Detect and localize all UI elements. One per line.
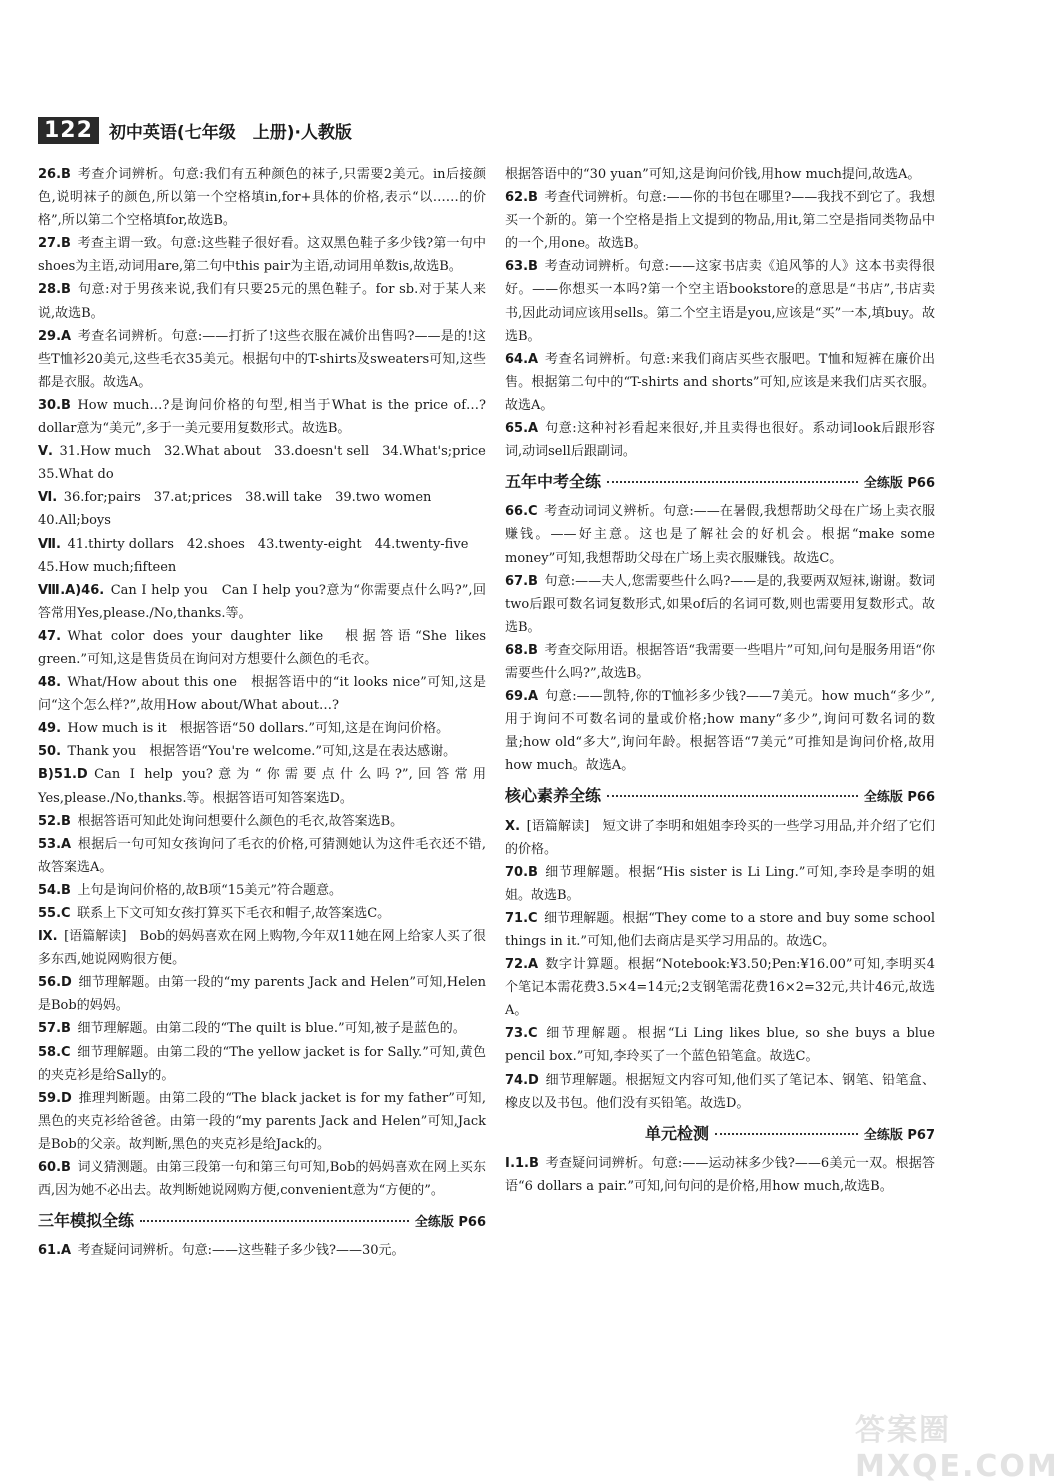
- answer-entry: [505, 861, 935, 907]
- watermark: 答案圈 MXQE.COM: [855, 1413, 1059, 1484]
- answer-entry: [38, 671, 486, 717]
- section-title: 五年中考全练: [505, 472, 602, 492]
- answer-explanation: 36.for;pairs 37.at;prices 38.will take 39.two women: [63, 490, 432, 506]
- answer-key: 49.: [38, 721, 62, 737]
- answer-explanation: Can I help you Can I help you?意为“你需要点什么吗?”,回答常用Yes,please./No,thanks.等。: [38, 582, 487, 621]
- dotted-leader: [715, 1133, 858, 1135]
- answer-explanation: 考查主谓一致。句意:这些鞋子很好看。这双黑色鞋子多少钱?第一句中shoes为主语,动词用are,第二句中this pair为主语,动词用单数is,故选B。: [38, 236, 486, 275]
- answer-explanation: How much is it 根据答语“50 dollars.”可知,这是在询问价格。: [67, 721, 450, 737]
- answer-key: 50.: [38, 744, 62, 760]
- answer-entry: [505, 255, 935, 347]
- answer-explanation: [语篇解读] 短文讲了李明和姐姐李玲买的一些学习用品,并介绍了它们的价格。: [505, 818, 935, 857]
- answer-key: 30.B: [38, 397, 71, 413]
- answer-key: 55.C: [38, 906, 71, 921]
- answer-entry: [38, 925, 486, 971]
- answer-entry: [38, 394, 486, 440]
- answer-entry: [505, 1022, 935, 1068]
- answer-explanation: 考查疑问词辨析。句意:——这些鞋子多少钱?——30元。: [77, 1243, 405, 1259]
- answer-entry: [505, 1069, 935, 1115]
- answer-key: 71.C: [505, 910, 538, 926]
- answer-explanation: What/How about this one 根据答语中的“it looks nice”可知,这是问“这个怎么样?”,故用How about/What about…?: [38, 675, 486, 714]
- section-page-ref: 全练版 P66: [863, 476, 935, 492]
- dotted-leader: [607, 795, 858, 797]
- answer-explanation: 40.All;boys: [38, 513, 111, 529]
- answer-explanation: 考查动词辨析。句意:——这家书店卖《追风筝的人》这本书卖得很好。——你想买一本吗?第一个空主语bookstore的意思是“书店”,书店卖书,因此动词应该用sells。第二个空主语是you,应该是“买”一本,填buy。故选B。: [505, 259, 935, 344]
- answer-key: Ⅷ.A)46.: [38, 582, 105, 598]
- answer-entry: [38, 232, 486, 278]
- answer-explanation: 45.How much;fifteen: [38, 559, 177, 575]
- answer-entry: [38, 1156, 486, 1202]
- answer-key: 53.A: [38, 836, 72, 852]
- answer-entry: [38, 1041, 486, 1087]
- answer-explanation: 句意:——凯特,你的T恤衫多少钱?——7美元。how much“多少”,用于询问不可数名词的量或价格;how many“多少”,询问可数名词的数量;how old“多大”,询问年龄。根据答语“7美元”可推知是询问价格,故用how much。故选A。: [505, 689, 935, 774]
- answer-entry: [38, 278, 486, 324]
- answer-explanation: 考查疑问词辨析。句意:——运动袜多少钱?——6美元一双。根据答语“6 dollars a pair.”可知,问句问的是价格,用how much,故选B。: [505, 1155, 936, 1194]
- answer-key: 70.B: [505, 864, 538, 880]
- answer-key: 26.B: [38, 167, 71, 182]
- answer-entry: [38, 325, 486, 394]
- answer-explanation: 细节理解题。根据“Li Ling likes blue, so she buys a blue pencil box.”可知,李玲买了一个蓝色铅笔盒。故选C。: [505, 1026, 935, 1065]
- answer-key: 57.B: [38, 1021, 71, 1037]
- answer-explanation: 根据答语可知此处询问想要什么颜色的毛衣,故答案选B。: [77, 813, 404, 829]
- answer-entry: [38, 440, 486, 463]
- answer-entry: [505, 186, 935, 255]
- section-title: 单元检测: [645, 1123, 710, 1143]
- answer-entry: [38, 1239, 486, 1262]
- answer-explanation: 句意:对于男孩来说,我们有只要25元的黑色鞋子。for sb.对于某人来说,故选B。: [38, 282, 486, 321]
- answer-explanation: 细节理解题。根据“His sister is Li Ling.”可知,李玲是李明的姐姐。故选B。: [505, 864, 935, 903]
- answer-entry: [505, 639, 935, 685]
- answer-entry: [38, 763, 486, 809]
- answer-key: 59.D: [38, 1090, 72, 1106]
- answer-entry: [38, 971, 486, 1017]
- answer-key: 56.D: [38, 975, 72, 991]
- answer-key: 64.A: [505, 351, 539, 367]
- answer-key: 65.A: [505, 421, 539, 437]
- answer-entry: [38, 1087, 486, 1156]
- book-title: 初中英语(七年级 上册)·人教版: [108, 122, 352, 143]
- answer-explanation: 35.What do: [38, 467, 114, 483]
- answer-explanation: 细节理解题。由第二段的“The yellow jacket is for Sally.”可知,黄色的夹克衫是给Sally的。: [38, 1044, 486, 1083]
- section-header: [505, 1122, 935, 1147]
- answer-key: 74.D: [505, 1072, 539, 1088]
- answer-explanation: 考查名词辨析。句意:——打折了!这些衣服在减价出售吗?——是的!这些T恤衫20美元,这些毛衣35美元。根据句中的T-shirts及sweaters可知,这些都是衣服。故选A。: [38, 328, 486, 390]
- answer-entry: [505, 953, 935, 1022]
- section-title: 三年模拟全练: [38, 1211, 135, 1231]
- answer-explanation: 细节理解题。根据“They come to a store and buy some school things in it.”可知,他们去商店是买学习用品的。故选C。: [505, 910, 935, 949]
- answer-explanation: 根据后一句可知女孩询问了毛衣的价格,可猜测她认为这件毛衣还不错,故答案选A。: [38, 836, 486, 875]
- answer-key: 68.B: [505, 642, 538, 658]
- answer-entry: [505, 163, 935, 186]
- answer-entry: [38, 579, 486, 625]
- answer-key: Ⅴ.: [38, 444, 53, 460]
- dotted-leader: [607, 481, 858, 483]
- answer-entry: [38, 810, 486, 833]
- right-column: [505, 163, 935, 1198]
- answer-key: Ⅵ.: [38, 490, 58, 506]
- answer-key: 27.B: [38, 236, 71, 252]
- answer-explanation: 细节理解题。根据短文内容可知,他们买了笔记本、钢笔、铅笔盒、橡皮以及书包。他们没有买铅笔。故选D。: [505, 1072, 935, 1111]
- dotted-leader: [140, 1220, 409, 1222]
- answer-key: B)51.D: [38, 767, 88, 783]
- answer-explanation: Can I help you?意为“你需要点什么吗?”,回答常用Yes,please./No,thanks.等。根据答语可知答案选D。: [38, 767, 486, 806]
- answer-explanation: 句意:——夫人,您需要些什么吗?——是的,我要两双短袜,谢谢。数词two后跟可数名词复数形式,如果of后的名词可数,则也需要用复数形式。故选B。: [505, 573, 935, 635]
- answer-key: Ⅸ.: [38, 929, 58, 945]
- answer-entry: [505, 1152, 935, 1198]
- answer-entry: [38, 556, 486, 579]
- answer-explanation: 考查交际用语。根据答语“我需要一些唱片”可知,问句是服务用语“你需要些什么吗?”,故选B。: [505, 642, 935, 681]
- page-number: 122: [38, 117, 99, 144]
- answer-entry: [38, 1017, 486, 1040]
- answer-explanation: 联系上下文可知女孩打算买下毛衣和帽子,故答案选C。: [77, 906, 391, 921]
- answer-key: 52.B: [38, 813, 71, 829]
- answer-explanation: [语篇解读] Bob的妈妈喜欢在网上购物,今年双11她在网上给家人买了很多东西,她说网购很方便。: [38, 929, 486, 968]
- answer-entry: [505, 685, 935, 777]
- answer-key: 28.B: [38, 282, 71, 298]
- answer-explanation: 根据答语中的“30 yuan”可知,这是询问价钱,用how much提问,故选A。: [505, 167, 921, 182]
- section-page-ref: 全练版 P66: [414, 1215, 486, 1231]
- answer-entry: [38, 833, 486, 879]
- answer-key: 67.B: [505, 573, 538, 589]
- answer-explanation: 细节理解题。由第二段的“The quilt is blue.”可知,被子是蓝色的。: [77, 1021, 466, 1037]
- answer-explanation: 上句是询问价格的,故B项“15美元”符合题意。: [77, 882, 342, 898]
- answer-explanation: How much…?是询问价格的句型,相当于What is the price of…?dollar意为“美元”,多于一美元要用复数形式。故选B。: [38, 397, 486, 437]
- answer-key: Ⅶ.: [38, 536, 61, 552]
- answer-explanation: 31.How much 32.What about 33.doesn't sell 34.What's;price: [59, 444, 486, 460]
- answer-entry: [38, 740, 486, 763]
- answer-entry: [38, 879, 486, 902]
- answer-explanation: 细节理解题。由第一段的“my parents Jack and Helen”可知,Helen是Bob的妈妈。: [38, 975, 486, 1014]
- answer-entry: [505, 348, 935, 417]
- answer-key: 73.C: [505, 1026, 538, 1042]
- answer-explanation: 考查名词辨析。句意:来我们商店买些衣服吧。T恤和短裤在廉价出售。根据第二句中的“T-shirts and shorts”可知,应该是来我们店买衣服。故选A。: [505, 351, 935, 413]
- answer-key: Ⅰ.1.B: [505, 1155, 539, 1171]
- answer-entry: [38, 163, 486, 232]
- answer-explanation: 考查介词辨析。句意:我们有五种颜色的袜子,只需要2美元。in后接颜色,说明袜子的颜色,所以第一个空格填in,for+具体的价格,表示“以……的价格”,所以第二个空格填for,故选B。: [38, 167, 486, 229]
- answer-explanation: 考查代词辨析。句意:——你的书包在哪里?——我找不到它了。我想买一个新的。第一个空格是指上文提到的物品,用it,第二空是指同类物品中的一个,用one。故选B。: [505, 190, 935, 252]
- answer-key: 29.A: [38, 328, 72, 344]
- answer-entry: [38, 902, 486, 925]
- answer-key: Ⅹ.: [505, 818, 521, 834]
- answer-entry: [38, 625, 486, 671]
- answer-entry: [38, 533, 486, 556]
- answer-entry: [505, 417, 935, 463]
- answer-explanation: What color does your daughter like 根据答语“She likes green.”可知,这是售货员在询问对方想要什么颜色的毛衣。: [38, 628, 486, 667]
- page-header: [38, 112, 352, 148]
- answer-explanation: 推理判断题。由第二段的“The black jacket is for my father”可知,黑色的夹克衫给爸爸。由第一段的“my parents Jack and Helen”可知,Jack是Bob的父亲。故判断,黑色的夹克衫是给Jack的。: [38, 1090, 486, 1152]
- answer-entry: [38, 463, 486, 486]
- answer-entry: [505, 815, 935, 861]
- answer-entry: [505, 907, 935, 953]
- answer-key: 48.: [38, 675, 62, 691]
- answer-key: 58.C: [38, 1044, 71, 1060]
- answer-key: 60.B: [38, 1160, 71, 1176]
- answer-explanation: 数字计算题。根据“Notebook:¥3.50;Pen:¥16.00”可知,李明买4个笔记本需花费3.5×4=14元;2支钢笔需花费16×2=32元,共计46元,故选A。: [505, 957, 935, 1019]
- answer-explanation: 41.thirty dollars 42.shoes 43.twenty-eight 44.twenty-five: [67, 536, 469, 552]
- section-header: [38, 1209, 486, 1234]
- answer-entry: [505, 500, 935, 569]
- section-page-ref: 全练版 P67: [863, 1127, 935, 1143]
- answer-key: 72.A: [505, 957, 539, 973]
- answer-explanation: 句意:这种衬衫看起来很好,并且卖得也很好。系动词look后跟形容词,动词sell后跟副词。: [505, 421, 935, 460]
- left-column: [38, 163, 486, 1262]
- answer-entry: [38, 717, 486, 740]
- answer-key: 61.A: [38, 1243, 72, 1259]
- answer-entry: [505, 570, 935, 639]
- section-header: [505, 470, 935, 495]
- answer-key: 47.: [38, 628, 62, 644]
- answer-key: 66.C: [505, 504, 538, 520]
- answer-key: 69.A: [505, 689, 539, 705]
- answer-key: 63.B: [505, 259, 538, 275]
- answer-key: 54.B: [38, 882, 71, 898]
- answer-explanation: 词义猜测题。由第三段第一句和第三句可知,Bob的妈妈喜欢在网上买东西,因为她不必出去。故判断她说网购方便,convenient意为“方便的”。: [38, 1160, 486, 1199]
- section-page-ref: 全练版 P66: [863, 790, 935, 806]
- section-title: 核心素养全练: [505, 786, 602, 806]
- answer-entry: [38, 486, 486, 509]
- answer-explanation: Thank you 根据答语“You're welcome.”可知,这是在表达感谢。: [67, 744, 457, 760]
- answer-key: 62.B: [505, 190, 538, 206]
- answer-entry: [38, 509, 486, 532]
- answer-explanation: 考查动词词义辨析。句意:——在暑假,我想帮助父母在广场上卖衣服赚钱。——好主意。这也是了解社会的好机会。根据“make some money”可知,我想帮助父母在广场上卖衣服赚钱。故选C。: [505, 504, 935, 566]
- section-header: [505, 784, 935, 809]
